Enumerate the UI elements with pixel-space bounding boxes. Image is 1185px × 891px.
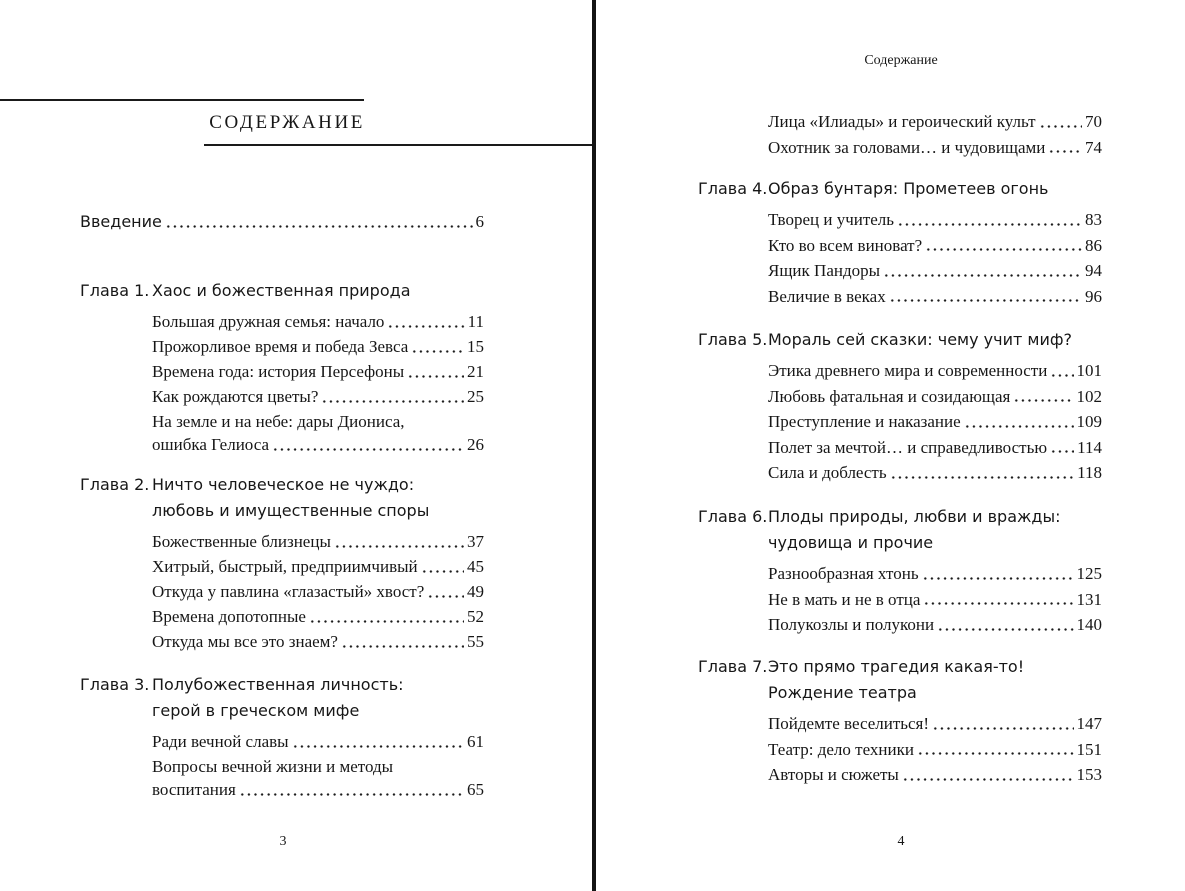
- entry-title: Большая дружная семья: начало: [152, 312, 385, 331]
- entry-page-number: 55: [467, 632, 484, 651]
- entry-title-line: Вопросы вечной жизни и методы: [152, 757, 394, 776]
- heading-rule-top: [0, 99, 364, 101]
- dot-leader: [964, 409, 1074, 435]
- chapter-title-line: любовь и имущественные споры: [152, 501, 430, 520]
- chapter-heading: [80, 278, 484, 304]
- entry-title: Ради вечной славы: [152, 732, 289, 751]
- entry-list: [768, 358, 1102, 486]
- entry-title: Полет за мечтой… и справедливостью: [768, 437, 1048, 457]
- dot-leader: [1050, 358, 1073, 384]
- chapter-title: [768, 176, 1048, 202]
- toc-entry: [768, 737, 1102, 763]
- entry-title: Любовь фатальная и созидающая: [768, 386, 1011, 406]
- chapter-title-line: Плоды природы, любви и вражды:: [768, 507, 1061, 526]
- toc-entry: [768, 587, 1102, 613]
- chapter-heading: [698, 327, 1102, 353]
- entry-page-number: 21: [467, 362, 484, 381]
- toc-entry: [768, 612, 1102, 638]
- dot-leader: [321, 384, 464, 409]
- entry-title: Ящик Пандоры: [768, 261, 881, 280]
- chapter-section: [698, 327, 1102, 486]
- chapter-label: Глава 3.: [80, 675, 150, 694]
- chapter-heading: [698, 654, 1102, 706]
- dot-leader: [1013, 384, 1073, 410]
- entry-title-line: воспитания: [152, 780, 236, 799]
- entry-title: Этика древнего мира и современности: [768, 361, 1048, 380]
- entry-title: Разнообразная хтонь: [768, 564, 919, 583]
- toc-entry: [768, 409, 1102, 435]
- entry-title: Кто во всем виноват?: [768, 235, 923, 255]
- toc-entry: [152, 754, 484, 801]
- toc-entry-intro: [80, 209, 484, 235]
- chapter-title-line: Полубожественная личность:: [152, 675, 404, 694]
- dot-leader: [932, 711, 1073, 737]
- toc-entry: [152, 529, 484, 554]
- chapter-heading: [80, 472, 484, 524]
- entry-page-number: 49: [467, 582, 484, 601]
- chapter-title: [152, 672, 404, 724]
- chapter-label: Глава 1.: [80, 281, 150, 300]
- entry-title-line: ошибка Гелиоса: [152, 435, 270, 454]
- dot-leader: [890, 460, 1075, 486]
- dot-leader: [239, 779, 464, 801]
- entry-page-number: 65: [467, 780, 484, 799]
- dot-leader: [937, 612, 1073, 638]
- chapter-title: [152, 472, 429, 524]
- entry-list: [152, 729, 484, 801]
- dot-leader: [902, 762, 1074, 788]
- left-page: [0, 0, 592, 891]
- chapter-heading: [698, 504, 1102, 556]
- entry-title: Хитрый, быстрый, предприимчивый: [152, 557, 418, 576]
- dot-leader: [922, 561, 1074, 587]
- entry-title: Введение: [80, 212, 162, 231]
- entry-page-number: 102: [1076, 386, 1102, 406]
- entry-page-number: 109: [1076, 412, 1102, 431]
- chapter-title-line: Мораль сей сказки: чему учит миф?: [768, 330, 1073, 349]
- entry-title: Не в мать и не в отца: [768, 589, 921, 609]
- entry-page-number: 125: [1076, 564, 1102, 583]
- dot-leader: [883, 258, 1082, 284]
- intro-section: [80, 209, 484, 235]
- toc-entry: [152, 629, 484, 654]
- chapter-title-line: Это прямо трагедия какая-то!: [768, 657, 1025, 676]
- dot-leader: [341, 629, 464, 654]
- entry-page-number: 6: [475, 212, 484, 231]
- entry-page-number: 118: [1077, 463, 1102, 482]
- entry-title-line: На земле и на небе: дары Диониса,: [152, 412, 405, 431]
- entry-title: Откуда мы все это знаем?: [152, 632, 338, 651]
- dot-leader: [925, 233, 1082, 259]
- chapter-label: Глава 7.: [698, 657, 768, 676]
- entry-page-number: 26: [467, 435, 484, 454]
- entry-page-number: 147: [1076, 714, 1102, 733]
- dot-leader: [411, 334, 464, 359]
- entry-page-number: 83: [1085, 210, 1102, 229]
- toc-entry: [152, 334, 484, 359]
- dot-leader: [387, 309, 464, 334]
- dot-leader: [897, 207, 1082, 233]
- entry-page-number: 114: [1077, 437, 1102, 457]
- toc-entry: [152, 384, 484, 409]
- heading-rule-bottom: [204, 144, 592, 146]
- chapter-section: [80, 278, 484, 456]
- entry-list: [152, 529, 484, 654]
- toc-entry: [768, 258, 1102, 284]
- entry-page-number: 52: [467, 607, 484, 626]
- chapter-section: [698, 504, 1102, 638]
- entry-title: Лица «Илиады» и героический культ: [768, 112, 1036, 131]
- entry-list: [152, 309, 484, 456]
- entry-page-number: 70: [1085, 112, 1102, 131]
- chapter-section: [80, 472, 484, 654]
- chapter-label: Глава 6.: [698, 507, 768, 526]
- toc-entry: [152, 359, 484, 384]
- entry-title: Творец и учитель: [768, 210, 895, 229]
- chapter-title-line: Ничто человеческое не чуждо:: [152, 475, 415, 494]
- chapter-heading: [80, 672, 484, 724]
- dot-leader: [1039, 109, 1082, 135]
- entry-title: Времена года: история Персефоны: [152, 362, 405, 381]
- toc-entry: [768, 233, 1102, 259]
- dot-leader: [165, 209, 473, 235]
- page-number: 4: [897, 834, 905, 849]
- entry-title: Авторы и сюжеты: [768, 765, 899, 784]
- dot-leader: [1048, 135, 1082, 161]
- entry-page-number: 45: [467, 557, 484, 576]
- entry-page-number: 151: [1076, 739, 1102, 759]
- toc-entry: [768, 561, 1102, 587]
- chapter-label: Глава 5.: [698, 330, 768, 349]
- toc-entry: [768, 135, 1102, 161]
- dot-leader: [292, 729, 464, 754]
- dot-leader: [917, 737, 1074, 763]
- toc-entry: [152, 729, 484, 754]
- chapter-section: [80, 672, 484, 801]
- toc-entry: [768, 711, 1102, 737]
- toc-entry: [768, 109, 1102, 135]
- chapter-title-line: герой в греческом мифе: [152, 701, 360, 720]
- entry-page-number: 96: [1085, 286, 1102, 306]
- dot-leader: [421, 554, 464, 579]
- dot-leader: [407, 359, 464, 384]
- chapter-title: [768, 327, 1072, 353]
- chapter-title-line: Хаос и божественная природа: [152, 281, 411, 300]
- entry-page-number: 11: [467, 312, 484, 331]
- entry-list: [768, 561, 1102, 638]
- running-head: Содержание: [864, 53, 938, 68]
- entry-page-number: 131: [1076, 589, 1102, 609]
- entry-page-number: 15: [467, 337, 484, 356]
- entry-page-number: 86: [1085, 235, 1102, 255]
- entry-page-number: 94: [1085, 261, 1102, 280]
- chapter-heading: [698, 176, 1102, 202]
- entry-title: Величие в веках: [768, 286, 886, 306]
- entry-title: Пойдемте веселиться!: [768, 714, 930, 733]
- entry-title: Божественные близнецы: [152, 532, 331, 551]
- chapter-section: [698, 654, 1102, 788]
- chapter-label: Глава 4.: [698, 179, 768, 198]
- entry-list: [768, 109, 1102, 160]
- entry-last-line: [152, 434, 484, 456]
- entry-title: Откуда у павлина «глазастый» хвост?: [152, 582, 425, 601]
- entry-page-number: 61: [467, 732, 484, 751]
- chapter-label: Глава 2.: [80, 475, 150, 494]
- toc-entry: [768, 384, 1102, 410]
- entry-last-line: [152, 779, 484, 801]
- toc-entry: [768, 762, 1102, 788]
- chapter-title: [768, 504, 1061, 556]
- toc-entry: [152, 409, 484, 456]
- entry-title: Театр: дело техники: [768, 739, 914, 759]
- chapter-title: [152, 278, 411, 304]
- entry-list: [768, 207, 1102, 309]
- toc-entry: [768, 435, 1102, 461]
- dot-leader: [889, 284, 1082, 310]
- entry-page-number: 74: [1085, 137, 1102, 157]
- entry-page-number: 101: [1076, 361, 1102, 380]
- entry-title: Времена допотопные: [152, 607, 306, 626]
- page-number: 3: [279, 834, 287, 849]
- entry-title: Охотник за головами… и чудовищами: [768, 137, 1046, 157]
- right-page: [596, 0, 1185, 891]
- toc-entry: [152, 579, 484, 604]
- entry-page-number: 140: [1076, 615, 1102, 634]
- toc-entry: [768, 460, 1102, 486]
- toc-entry: [768, 207, 1102, 233]
- entry-page-number: 25: [467, 387, 484, 406]
- entry-title: Сила и доблесть: [768, 463, 887, 482]
- entry-page-number: 153: [1076, 765, 1102, 784]
- entry-title: Как рождаются цветы?: [152, 387, 319, 406]
- dot-leader: [1050, 435, 1074, 461]
- entry-list: [768, 711, 1102, 788]
- chapter-title-line: чудовища и прочие: [768, 533, 934, 552]
- toc-entry: [152, 604, 484, 629]
- entry-title: Прожорливое время и победа Зевса: [152, 337, 409, 356]
- entry-page-number: 37: [467, 532, 484, 551]
- dot-leader: [427, 579, 464, 604]
- chapter-title-line: Образ бунтаря: Прометеев огонь: [768, 179, 1049, 198]
- dot-leader: [272, 434, 464, 456]
- continued-section: [698, 109, 1102, 160]
- chapter-section: [698, 176, 1102, 309]
- toc-entry: [768, 284, 1102, 310]
- chapter-title: [768, 654, 1024, 706]
- dot-leader: [309, 604, 464, 629]
- toc-heading: СОДЕРЖАНИЕ: [209, 112, 365, 133]
- entry-title: Преступление и наказание: [768, 412, 961, 431]
- toc-entry: [152, 309, 484, 334]
- chapter-title-line: Рождение театра: [768, 683, 917, 702]
- entry-title: Полукозлы и полукони: [768, 615, 935, 634]
- toc-entry: [768, 358, 1102, 384]
- toc-entry: [152, 554, 484, 579]
- dot-leader: [334, 529, 464, 554]
- dot-leader: [923, 587, 1073, 613]
